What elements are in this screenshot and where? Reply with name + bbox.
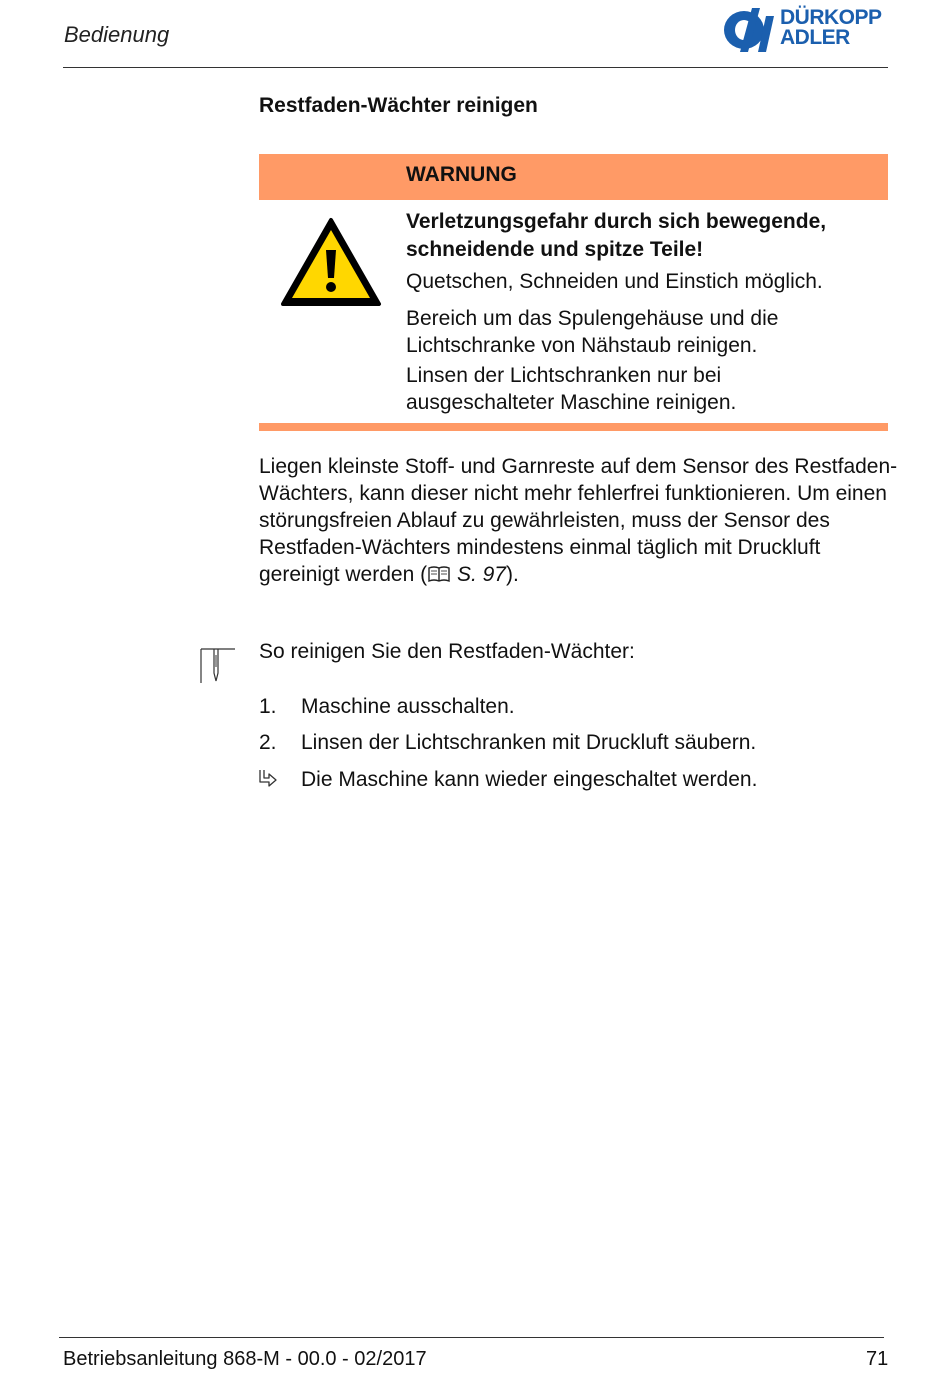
needle-icon bbox=[200, 645, 236, 685]
warning-line-3b: ausgeschalteter Maschine reinigen. bbox=[406, 391, 737, 414]
instructions-intro: So reinigen Sie den Restfaden-Wächter: bbox=[259, 640, 635, 663]
header-divider bbox=[63, 67, 888, 68]
warning-heading: Verletzungsgefahr durch sich bewegende, schneidende und spitze Teile! bbox=[406, 210, 827, 261]
warning-header-bar bbox=[259, 154, 888, 200]
brand-logo bbox=[722, 6, 890, 52]
book-reference-icon bbox=[427, 565, 451, 583]
result-text: Die Maschine kann wieder eingeschaltet werden. bbox=[301, 768, 758, 791]
footer-document-info: Betriebsanleitung 868-M - 00.0 - 02/2017 bbox=[63, 1348, 427, 1370]
step-number: 2. bbox=[259, 731, 277, 754]
warning-line-3a: Linsen der Lichtschranken nur bei bbox=[406, 364, 722, 387]
body-paragraph bbox=[259, 453, 899, 588]
body-paragraph-text: Liegen kleinste Stoff- und Garnreste auf dem Sensor des Restfaden-Wächters, kann dieser nicht mehr fehlerfrei funktionieren. Um einen störungsfreien Ablauf zu gewährleisten, muss der Sensor des Restfaden-Wächters mindestens einmal täglich mit Druckluft gereinigt werden ( bbox=[259, 455, 898, 586]
brand-logo-mark-icon bbox=[722, 6, 778, 52]
header-title: Bedienung bbox=[64, 22, 170, 47]
section-title: Restfaden-Wächter reinigen bbox=[259, 94, 538, 117]
page-number: 71 bbox=[866, 1348, 889, 1370]
result-arrow-icon bbox=[257, 768, 279, 792]
logo-line-2: ADLER bbox=[780, 26, 850, 49]
warning-triangle-icon bbox=[279, 216, 383, 308]
body-paragraph-tail: ). bbox=[505, 563, 519, 586]
warning-line-2a: Bereich um das Spulengehäuse und die bbox=[406, 307, 779, 330]
step-number: 1. bbox=[259, 695, 277, 718]
warning-label: WARNUNG bbox=[406, 163, 517, 186]
warning-line-2b: Lichtschranke von Nähstaub reinigen. bbox=[406, 334, 758, 357]
footer-divider bbox=[59, 1337, 884, 1338]
page-reference-link[interactable]: S. 97 bbox=[456, 563, 506, 586]
warning-line-1: Quetschen, Schneiden und Einstich möglich. bbox=[406, 270, 823, 293]
warning-footer-bar bbox=[259, 423, 888, 431]
logo-line-1: DÜRKOPP bbox=[780, 6, 882, 29]
step-text: Maschine ausschalten. bbox=[301, 695, 515, 718]
step-text: Linsen der Lichtschranken mit Druckluft säubern. bbox=[301, 731, 757, 754]
